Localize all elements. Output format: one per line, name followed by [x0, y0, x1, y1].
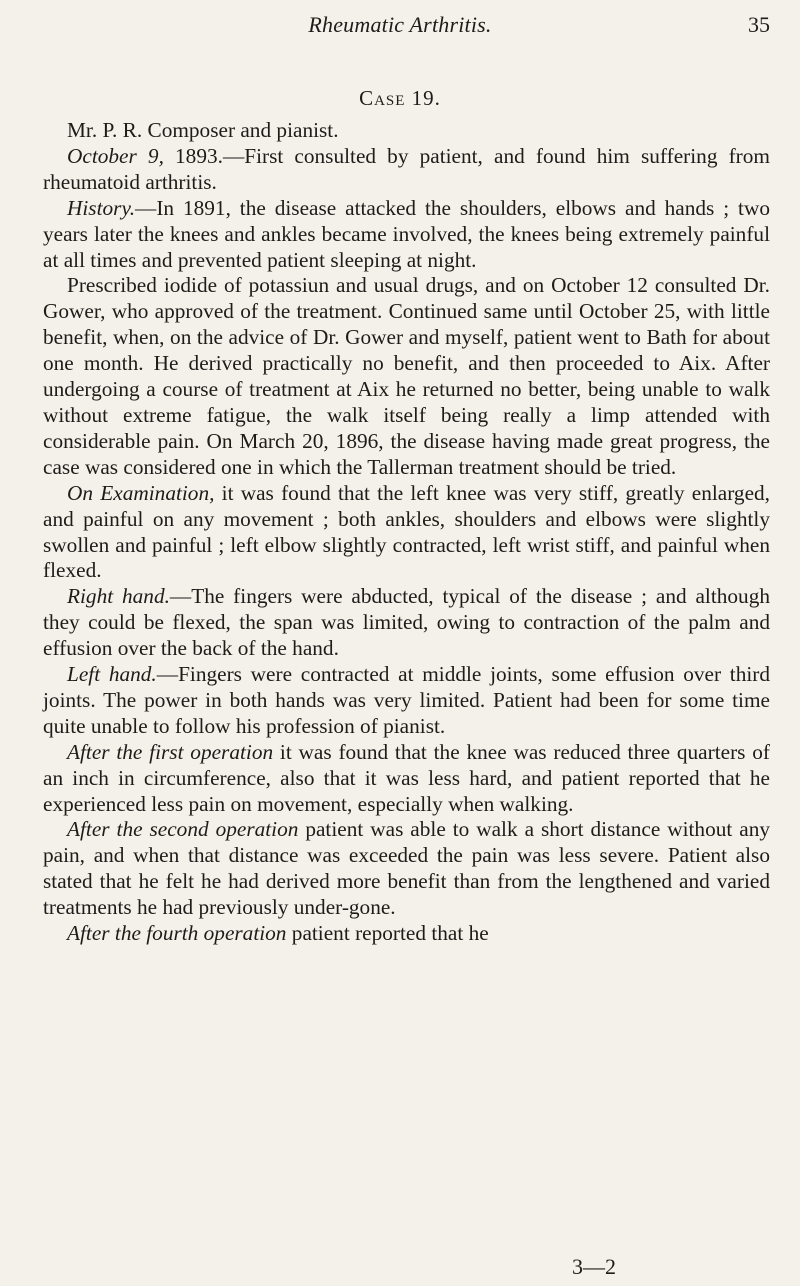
paragraph-lead: After the first operation — [67, 739, 274, 764]
paragraph-text: it was found that the left knee was very stiff, greatly enlarged, and painful on any movement ; both ankles, shoulders and elbows were slightly swollen and painful ; left elbow slightly contracted, left wrist stiff, and painful when flexed. — [43, 480, 770, 583]
paragraph — [43, 481, 770, 585]
paragraph — [43, 740, 770, 818]
paragraph — [43, 196, 770, 274]
running-head — [0, 12, 800, 38]
case-heading: Case 19. — [359, 86, 441, 110]
signature-mark: 3—2 — [572, 1254, 616, 1279]
paragraph-text: it was found that the knee was reduced three quarters of an inch in circumference, also that it was less hard, and patient reported that he experienced less pain on movement, especially when walking. — [43, 739, 771, 816]
paragraph — [43, 921, 770, 947]
paragraph-lead: History. — [67, 195, 136, 220]
paragraph-lead: October 9, — [67, 143, 164, 168]
paragraph — [43, 273, 770, 480]
paragraph — [43, 662, 770, 740]
paragraph-lead: After the second operation — [67, 817, 299, 842]
paragraph-lead: Left hand. — [67, 662, 157, 687]
paragraph-text: —In 1891, the disease attacked the shoulders, elbows and hands ; two years later the knees and ankles became involved, the knees being extremely painful at all times and prevented patient sleeping at night. — [43, 195, 770, 272]
paragraph-text: patient reported that he — [286, 921, 489, 946]
paragraph — [43, 817, 770, 921]
paragraph-text: patient was able to walk a short distance without any pain, and when that distance was exceeded the pain was less severe. Patient also stated that he felt he had derived more benefit than from the lengthened and varied treatments he had previously under-gone. — [43, 817, 770, 920]
paragraph-text: 1893.—First consulted by patient, and found him suffering from rheumatoid arthritis. — [43, 143, 770, 194]
paragraph — [43, 144, 770, 196]
paragraph-lead: Right hand. — [67, 584, 170, 609]
paragraph-lead: On Examination, — [67, 480, 215, 505]
paragraph-text: Mr. P. R. Composer and pianist. — [67, 118, 339, 142]
paragraph — [43, 118, 770, 144]
page-number: 35 — [748, 12, 770, 37]
running-head-title: Rheumatic Arthritis. — [308, 12, 492, 37]
paragraph-lead: After the fourth operation — [67, 921, 287, 946]
paragraph — [43, 584, 770, 662]
paragraph-text: —Fingers were contracted at middle joints, some effusion over third joints. The power in both hands was very limited. Patient had been for some time quite unable to follow his profession of pianist. — [43, 662, 771, 738]
body-text — [43, 118, 770, 947]
paragraph-text: Prescribed iodide of potassiun and usual drugs, and on October 12 consulted Dr. Gower, who approved of the treatment. Continued same until October 25, with little benefit, when, on the advice of Dr. Gower and myself, patient went to Bath for about one month. He derived practically no benefit, and then proceeded to Aix. After undergoing a course of treatment at Aix he returned no better, being unable to walk without extreme fatigue, the walk itself being really a limp attended with considerable pain. On March 20, 1896, the disease having made great progress, the case was considered one in which the Tallerman treatment should be tried. — [43, 273, 770, 479]
paragraph-text: —The fingers were abducted, typical of the disease ; and although they could be flexed, the span was limited, owing to contraction of the palm and effusion over the back of the hand. — [43, 584, 770, 661]
